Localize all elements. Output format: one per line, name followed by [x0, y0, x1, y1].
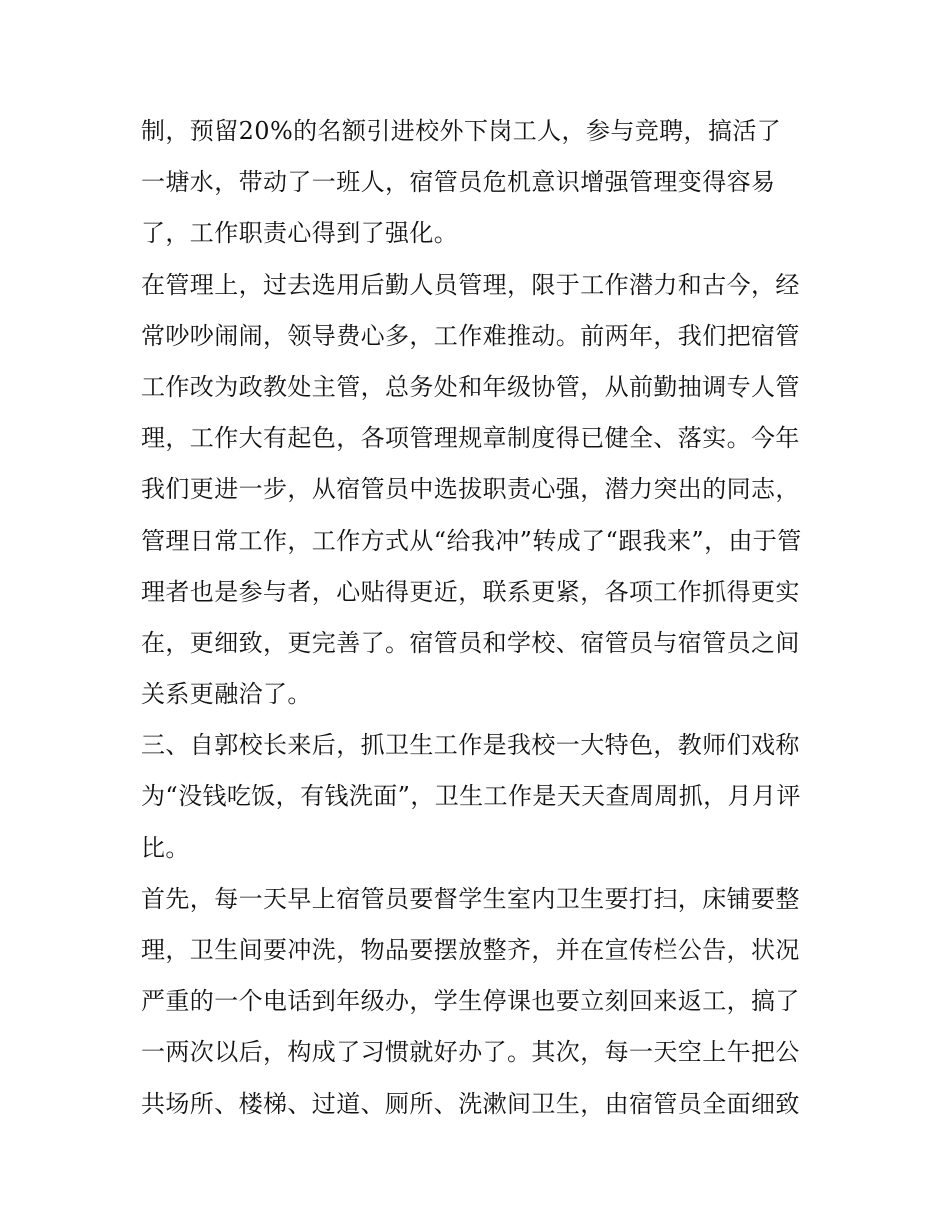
text-line: 严重的一个电话到年级办，学生停课也要立刻回来返工，搞了: [141, 987, 800, 1016]
text-line: 比。: [141, 833, 190, 862]
text-line: 三、自郭校长来后，抓卫生工作是我校一大特色，教师们戏称: [141, 731, 800, 760]
text-line: 在，更细致，更完善了。宿管员和学校、宿管员与宿管员之间: [141, 628, 800, 657]
text-line: 制，预留20%的名额引进校外下岗工人，参与竞聘，搞活了: [141, 117, 782, 145]
text-line: 管理日常工作，工作方式从“给我冲”转成了“跟我来”，由于管: [141, 526, 802, 555]
text-line: 一塘水，带动了一班人，宿管员危机意识增强管理变得容易: [141, 168, 776, 197]
text-line: 了，工作职责心得到了强化。: [141, 219, 459, 248]
text-line: 理者也是参与者，心贴得更近，联系更紧，各项工作抓得更实: [141, 577, 800, 606]
text-line: 一两次以后，构成了习惯就好办了。其次，每一天空上午把公: [141, 1038, 800, 1067]
text-line: 首先，每一天早上宿管员要督学生室内卫生要打扫，床铺要整: [141, 884, 800, 913]
text-line: 我们更进一步，从宿管员中选拔职责心强，潜力突出的同志，: [141, 475, 800, 504]
text-line: 工作改为政教处主管，总务处和年级协管，从前勤抽调专人管: [141, 372, 800, 401]
text-line: 理，卫生间要冲洗，物品要摆放整齐，并在宣传栏公告，状况: [141, 936, 800, 964]
text-line: 为“没钱吃饭，有钱洗面”，卫生工作是天天查周周抓，月月评: [141, 782, 801, 811]
text-line: 常吵吵闹闹，领导费心多，工作难推动。前两年，我们把宿管: [141, 321, 800, 350]
text-line: 共场所、楼梯、过道、厕所、洗漱间卫生，由宿管员全面细致: [141, 1089, 800, 1118]
document-body: [141, 106, 821, 1130]
text-line: 在管理上，过去选用后勤人员管理，限于工作潜力和古今，经: [141, 270, 800, 299]
text-line: 关系更融洽了。: [141, 680, 312, 709]
text-line: 理，工作大有起色，各项管理规章制度得已健全、落实。今年: [141, 424, 800, 453]
